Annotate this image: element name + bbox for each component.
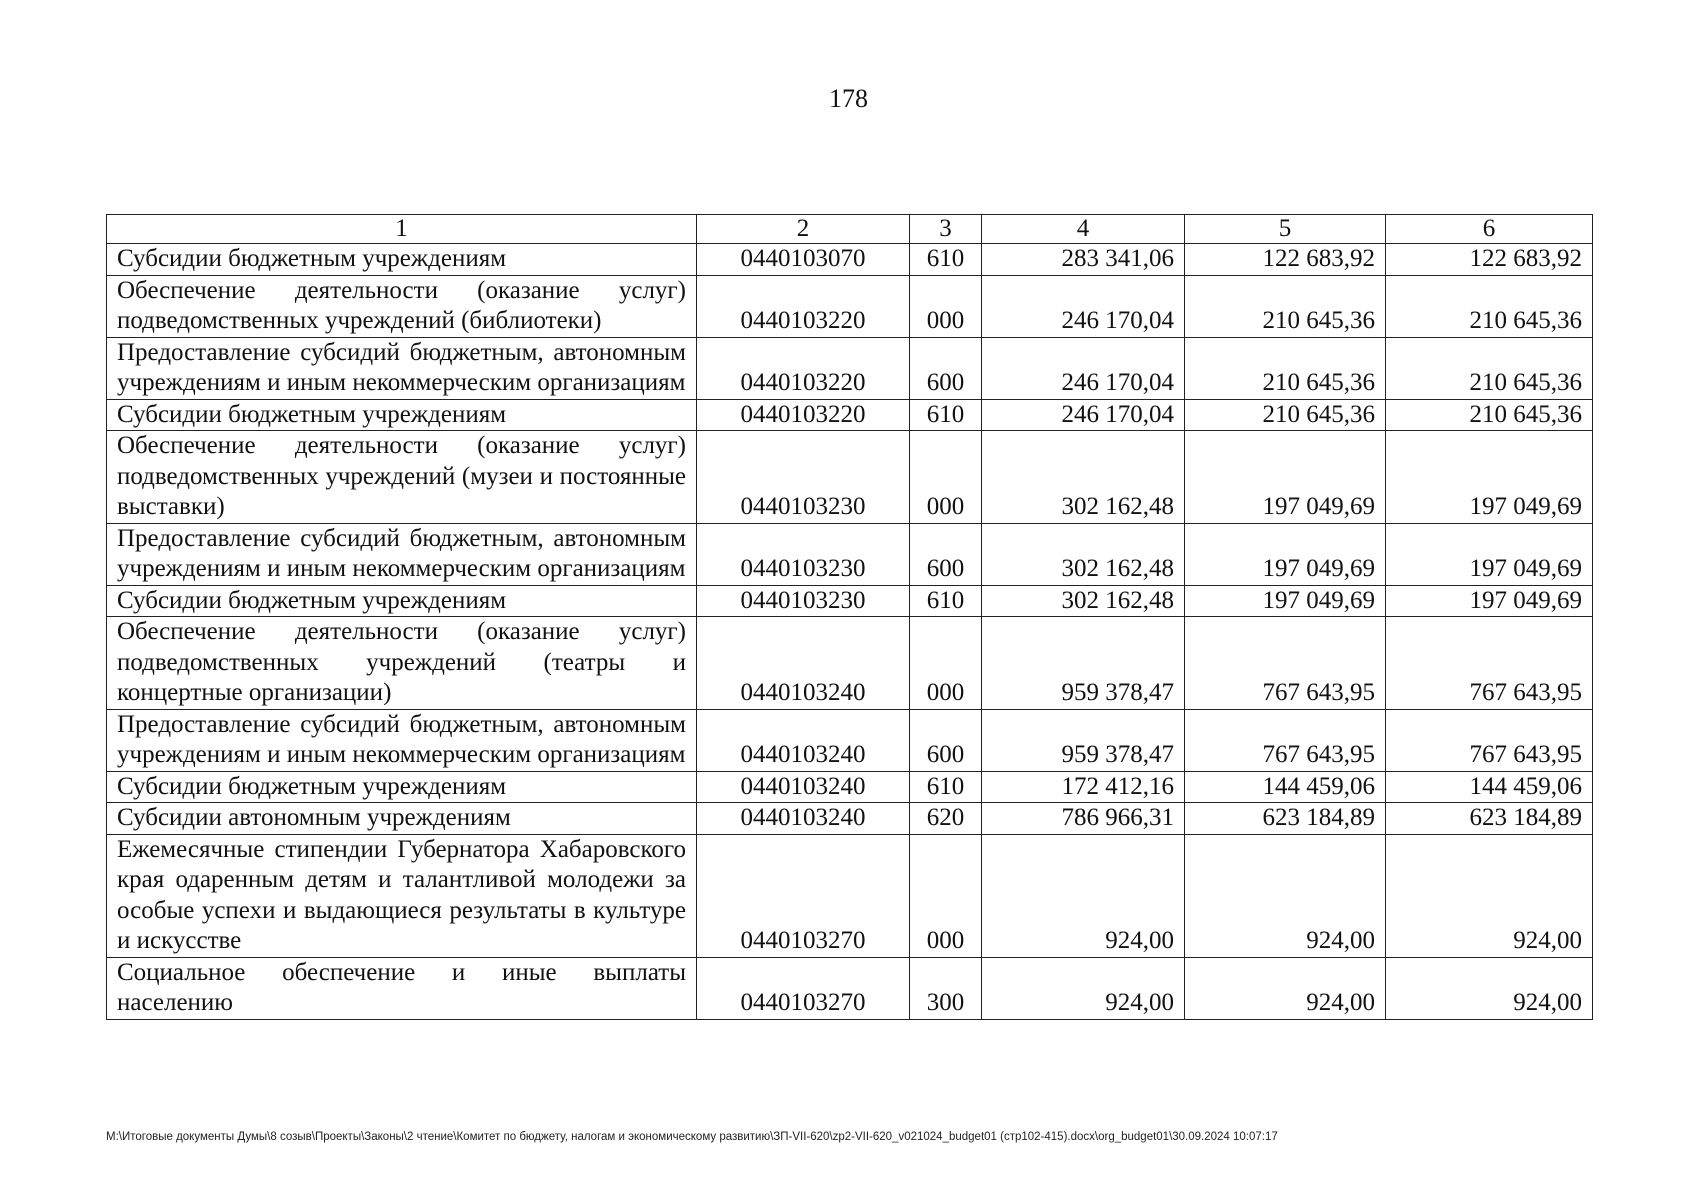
table-row	[107, 431, 1593, 524]
row-amount-col6: 623 184,89	[1386, 803, 1593, 835]
file-path-footer: M:\Итоговые документы Думы\8 созыв\Проекты\Законы\2 чтение\Комитет по бюджету, налогам и экономическому развитию\ЗП-VII-620\zp2-VII-620_v021024_budget01 (стр102-415).docx\org_budget01\30.09.2024 10:07:17	[106, 1131, 1278, 1143]
row-type: 600	[910, 709, 982, 771]
row-description: Субсидии бюджетным учреждениям	[107, 399, 697, 431]
row-type: 620	[910, 803, 982, 835]
row-description: Обеспечение деятельности (оказание услуг) подведомственных учреждений (библиотеки)	[107, 275, 697, 337]
row-code: 0440103230	[697, 523, 910, 585]
header-cell: 4	[982, 215, 1185, 244]
row-description: Субсидии бюджетным учреждениям	[107, 585, 697, 617]
row-amount-col4: 172 412,16	[982, 771, 1185, 803]
row-amount-col5: 767 643,95	[1185, 709, 1386, 771]
row-description: Субсидии бюджетным учреждениям	[107, 771, 697, 803]
row-amount-col4: 959 378,47	[982, 709, 1185, 771]
row-amount-col6: 144 459,06	[1386, 771, 1593, 803]
row-description: Обеспечение деятельности (оказание услуг) подведомственных учреждений (театры и концертные организации)	[107, 617, 697, 710]
row-amount-col6: 924,00	[1386, 957, 1593, 1019]
row-code: 0440103240	[697, 617, 910, 710]
row-amount-col4: 302 162,48	[982, 523, 1185, 585]
table-row	[107, 709, 1593, 771]
row-code: 0440103240	[697, 771, 910, 803]
row-amount-col5: 144 459,06	[1185, 771, 1386, 803]
row-amount-col4: 246 170,04	[982, 275, 1185, 337]
row-amount-col5: 924,00	[1185, 834, 1386, 957]
row-type: 300	[910, 957, 982, 1019]
row-amount-col5: 122 683,92	[1185, 244, 1386, 276]
row-type: 610	[910, 585, 982, 617]
header-cell: 3	[910, 215, 982, 244]
table-row	[107, 834, 1593, 957]
row-code: 0440103230	[697, 431, 910, 524]
row-description: Субсидии автономным учреждениям	[107, 803, 697, 835]
row-type: 000	[910, 431, 982, 524]
header-cell: 1	[107, 215, 697, 244]
budget-table	[106, 214, 1593, 1020]
header-cell: 6	[1386, 215, 1593, 244]
table-row	[107, 803, 1593, 835]
table-row	[107, 957, 1593, 1019]
row-code: 0440103220	[697, 399, 910, 431]
row-amount-col5: 197 049,69	[1185, 431, 1386, 524]
row-amount-col4: 302 162,48	[982, 585, 1185, 617]
row-amount-col6: 767 643,95	[1386, 709, 1593, 771]
page-number: 178	[829, 84, 868, 113]
row-code: 0440103220	[697, 275, 910, 337]
row-amount-col6: 197 049,69	[1386, 523, 1593, 585]
row-code: 0440103240	[697, 803, 910, 835]
row-amount-col5: 210 645,36	[1185, 337, 1386, 399]
table-header-row	[107, 215, 1593, 244]
row-amount-col6: 210 645,36	[1386, 399, 1593, 431]
row-code: 0440103230	[697, 585, 910, 617]
header-cell: 2	[697, 215, 910, 244]
table-row	[107, 523, 1593, 585]
row-code: 0440103270	[697, 957, 910, 1019]
table-row	[107, 617, 1593, 710]
row-amount-col5: 210 645,36	[1185, 275, 1386, 337]
table-row	[107, 337, 1593, 399]
row-amount-col4: 924,00	[982, 834, 1185, 957]
row-amount-col5: 197 049,69	[1185, 585, 1386, 617]
row-description: Предоставление субсидий бюджетным, автономным учреждениям и иным некоммерческим организациям	[107, 709, 697, 771]
row-type: 000	[910, 834, 982, 957]
row-type: 610	[910, 399, 982, 431]
row-amount-col6: 197 049,69	[1386, 431, 1593, 524]
row-amount-col4: 283 341,06	[982, 244, 1185, 276]
row-amount-col4: 786 966,31	[982, 803, 1185, 835]
row-description: Социальное обеспечение и иные выплаты населению	[107, 957, 697, 1019]
table-row	[107, 275, 1593, 337]
row-description: Обеспечение деятельности (оказание услуг) подведомственных учреждений (музеи и постоянные выставки)	[107, 431, 697, 524]
row-amount-col5: 623 184,89	[1185, 803, 1386, 835]
row-amount-col6: 122 683,92	[1386, 244, 1593, 276]
row-amount-col5: 924,00	[1185, 957, 1386, 1019]
row-amount-col6: 210 645,36	[1386, 337, 1593, 399]
row-description: Предоставление субсидий бюджетным, автономным учреждениям и иным некоммерческим организациям	[107, 337, 697, 399]
row-amount-col5: 767 643,95	[1185, 617, 1386, 710]
header-cell: 5	[1185, 215, 1386, 244]
row-description: Предоставление субсидий бюджетным, автономным учреждениям и иным некоммерческим организациям	[107, 523, 697, 585]
table-row	[107, 585, 1593, 617]
row-code: 0440103270	[697, 834, 910, 957]
row-amount-col6: 210 645,36	[1386, 275, 1593, 337]
row-type: 610	[910, 244, 982, 276]
row-amount-col4: 246 170,04	[982, 337, 1185, 399]
row-amount-col4: 924,00	[982, 957, 1185, 1019]
row-code: 0440103240	[697, 709, 910, 771]
row-type: 000	[910, 275, 982, 337]
row-type: 610	[910, 771, 982, 803]
row-amount-col4: 302 162,48	[982, 431, 1185, 524]
row-type: 000	[910, 617, 982, 710]
row-amount-col6: 767 643,95	[1386, 617, 1593, 710]
row-description: Субсидии бюджетным учреждениям	[107, 244, 697, 276]
table-row	[107, 244, 1593, 276]
row-amount-col5: 197 049,69	[1185, 523, 1386, 585]
row-description: Ежемесячные стипендии Губернатора Хабаровского края одаренным детям и талантливой молодежи за особые успехи и выдающиеся результаты в культуре и искусстве	[107, 834, 697, 957]
table-row	[107, 771, 1593, 803]
row-amount-col5: 210 645,36	[1185, 399, 1386, 431]
row-type: 600	[910, 523, 982, 585]
row-amount-col6: 924,00	[1386, 834, 1593, 957]
row-code: 0440103220	[697, 337, 910, 399]
row-type: 600	[910, 337, 982, 399]
row-amount-col4: 959 378,47	[982, 617, 1185, 710]
row-code: 0440103070	[697, 244, 910, 276]
row-amount-col4: 246 170,04	[982, 399, 1185, 431]
row-amount-col6: 197 049,69	[1386, 585, 1593, 617]
table-row	[107, 399, 1593, 431]
